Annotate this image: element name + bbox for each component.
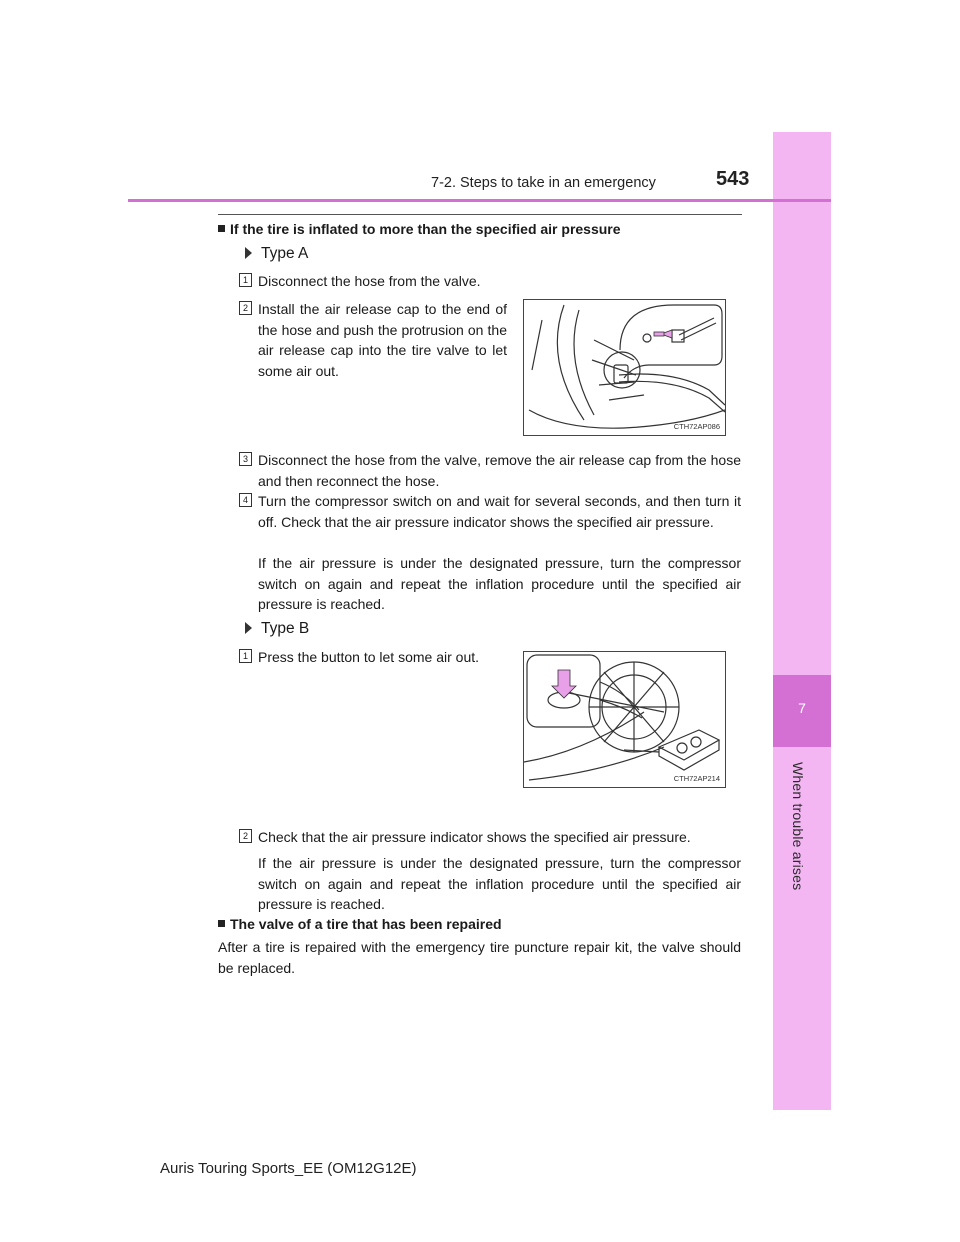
step-text: Press the button to let some air out. [258,649,480,665]
square-bullet-icon [218,225,225,232]
triangle-bullet-icon [245,247,252,259]
chapter-title: When trouble arises [790,762,806,891]
heading-repaired-valve: The valve of a tire that has been repaired [218,916,502,932]
square-bullet-icon [218,920,225,927]
step-number-badge: 1 [239,649,252,663]
figure-type-a-illustration [523,299,726,436]
step-text: Check that the air pressure indicator shows the specified air pressure. [258,829,691,845]
step-number-badge: 4 [239,493,252,507]
section-rule [218,214,742,215]
tire-valve-illustration [524,300,725,435]
step-number-badge: 3 [239,452,252,466]
header-rule [128,199,831,202]
figure-caption: CTH72AP086 [673,422,720,431]
triangle-bullet-icon [245,622,252,634]
type-b-label: Type B [245,620,309,638]
figure-caption: CTH72AP214 [673,774,720,783]
note-text: If the air pressure is under the designated pressure, turn the compressor switch on again and repeat the inflation procedure until the specified air pressure is reached. [258,555,741,612]
note-text: If the air pressure is under the designated pressure, turn the compressor switch on again and repeat the inflation procedure until the specified air pressure is reached. [258,855,741,912]
header-section-title: 7-2. Steps to take in an emergency [431,175,656,191]
body-text: After a tire is repaired with the emergency tire puncture repair kit, the valve should be replaced. [218,939,741,976]
step-text: Disconnect the hose from the valve, remove the air release cap from the hose and then reconnect the hose. [258,452,741,489]
step-text: Disconnect the hose from the valve. [258,273,481,289]
chapter-side-tab [773,132,831,1110]
step-number-badge: 2 [239,301,252,315]
figure-type-b-illustration [523,651,726,788]
type-a-label: Type A [245,245,308,263]
heading-over-inflated: If the tire is inflated to more than the specified air pressure [218,221,621,237]
step-text: Turn the compressor switch on and wait for several seconds, and then turn it off. Check that the air pressure indicator shows the specified air pressure. [258,493,741,530]
step-number-badge: 1 [239,273,252,287]
compressor-button-illustration [524,652,725,787]
step-number-badge: 2 [239,829,252,843]
chapter-number: 7 [798,700,806,716]
footer-model-code: Auris Touring Sports_EE (OM12G12E) [160,1160,417,1177]
step-text: Install the air release cap to the end of the hose and push the protrusion on the air release cap into the tire valve to let some air out. [258,301,507,379]
page-number: 543 [716,168,750,190]
